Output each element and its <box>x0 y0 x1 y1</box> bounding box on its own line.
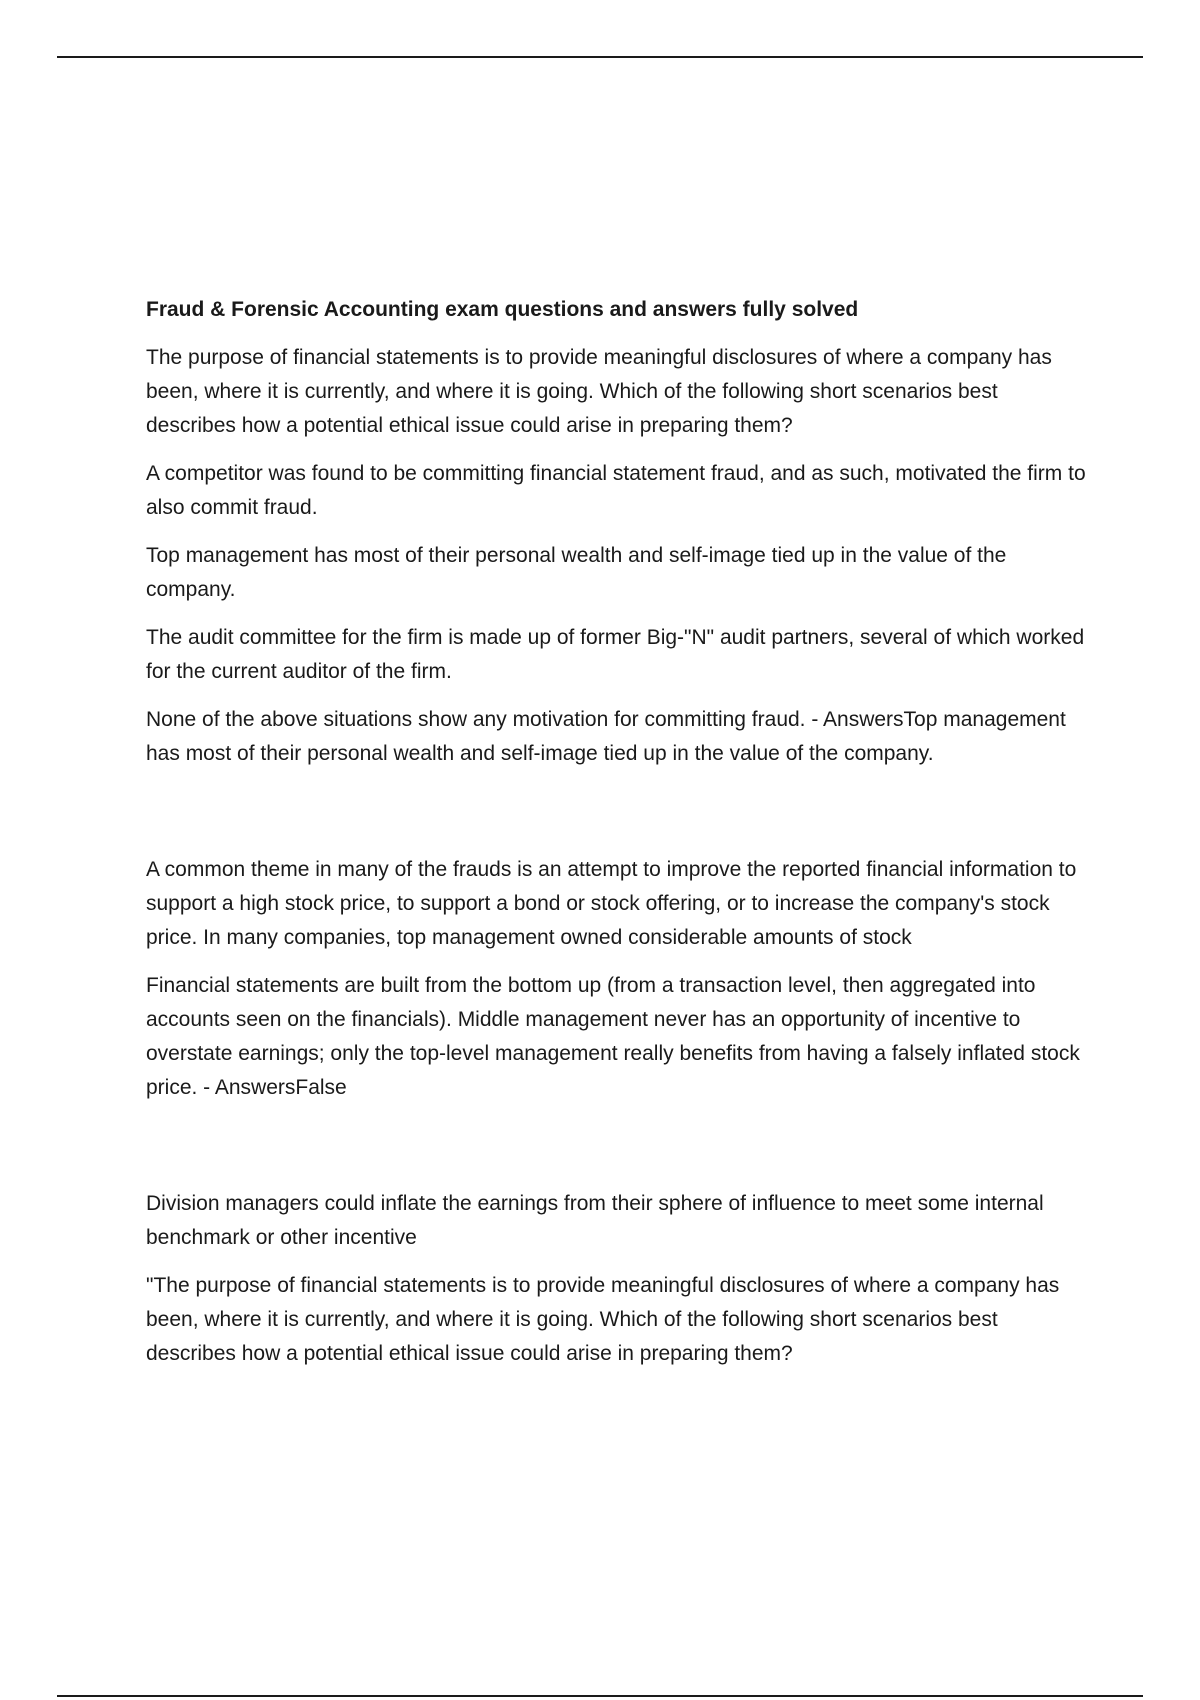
answer-option: Top management has most of their personal wealth and self-image tied up in the value of the company. <box>146 544 1007 601</box>
statement-with-answer: Financial statements are built from the bottom up (from a transaction level, then aggregated into accounts seen on the financials). Middle management never has an opportunity of incentive to overstate earnings; only the top-level management really benefits from having a falsely inflated stock price. - AnswersFalse <box>146 974 1080 1099</box>
question-paragraph: A common theme in many of the frauds is an attempt to improve the reported financial information to support a high stock price, to support a bond or stock offering, or to increase the company's stock price. In many companies, top management owned considerable amounts of stock <box>146 858 1077 949</box>
question-paragraph: "The purpose of financial statements is to provide meaningful disclosures of where a company has been, where it is currently, and where it is going. Which of the following short scenarios best describes how a potential ethical issue could arise in preparing them? <box>146 1274 1060 1365</box>
answer-option: The audit committee for the firm is made up of former Big-"N" audit partners, several of which worked for the current auditor of the firm. <box>146 626 1085 683</box>
header-rule <box>57 56 1143 58</box>
question-paragraph: Division managers could inflate the earnings from their sphere of influence to meet some internal benchmark or other incentive <box>146 1192 1044 1249</box>
footer-rule <box>57 1695 1143 1697</box>
document-body <box>146 293 1091 1385</box>
answer-option: A competitor was found to be committing financial statement fraud, and as such, motivated the firm to also commit fraud. <box>146 462 1086 519</box>
question-paragraph: The purpose of financial statements is to provide meaningful disclosures of where a company has been, where it is currently, and where it is going. Which of the following short scenarios best describes how a potential ethical issue could arise in preparing them? <box>146 346 1052 437</box>
answer-option-with-answer: None of the above situations show any motivation for committing fraud. - AnswersTop management has most of their personal wealth and self-image tied up in the value of the company. <box>146 708 1066 765</box>
document-title: Fraud & Forensic Accounting exam questions and answers fully solved <box>146 298 859 321</box>
